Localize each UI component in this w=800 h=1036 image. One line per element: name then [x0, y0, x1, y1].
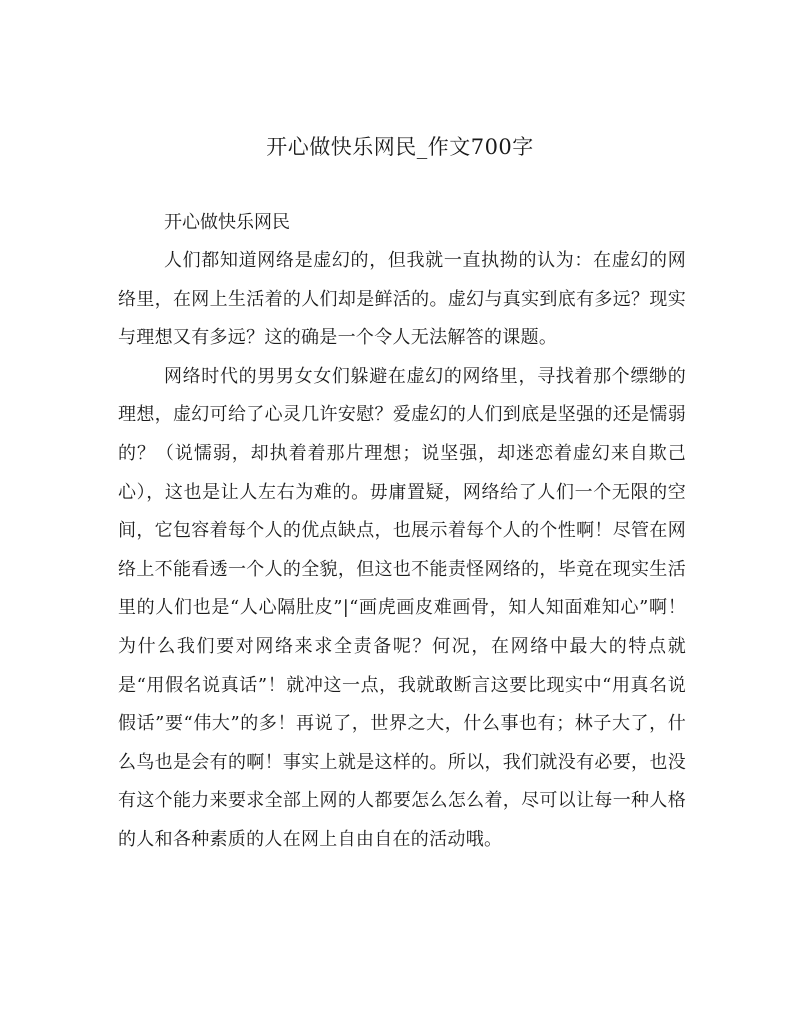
- document-title: 开心做快乐网民_作文700字: [266, 135, 534, 159]
- paragraph-2: 网络时代的男男女女们躲避在虚幻的网络里，寻找着那个缥缈的理想，虚幻可给了心灵几许安慰？爱虚幻的人们到底是坚强的还是懦弱的？（说懦弱，却执着着那片理想；说坚强，却迷恋着虚幻来自欺己心），这也是让人左右为难的。毋庸置疑，网络给了人们一个无限的空间，它包容着每个人的优点缺点，也展示着每个人的个性啊！尽管在网络上不能看透一个人的全貌，但这也不能责怪网络的，毕竟在现实生活里的人们也是“人心隔肚皮”|“画虎画皮难画骨，知人知面难知心”啊！为什么我们要对网络来求全责备呢？何况，在网络中最大的特点就是“用假名说真话”！就冲这一点，我就敢断言这要比现实中“用真名说假话”要“伟大”的多！再说了，世界之大，什么事也有；林子大了，什么鸟也是会有的啊！事实上就是这样的。所以，我们就没有必要，也没有这个能力来要求全部上网的人都要怎么怎么着，尽可以让每一种人格的人和各种素质的人在网上自由自在的活动哦。: [118, 365, 686, 850]
- article-body: [118, 204, 686, 860]
- paragraph-1: 人们都知道网络是虚幻的，但我就一直执拗的认为：在虚幻的网络里，在网上生活着的人们却是鲜活的。虚幻与真实到底有多远？现实与理想又有多远？这的确是一个令人无法解答的课题。: [118, 250, 686, 349]
- article-subheading: 开心做快乐网民: [164, 212, 290, 233]
